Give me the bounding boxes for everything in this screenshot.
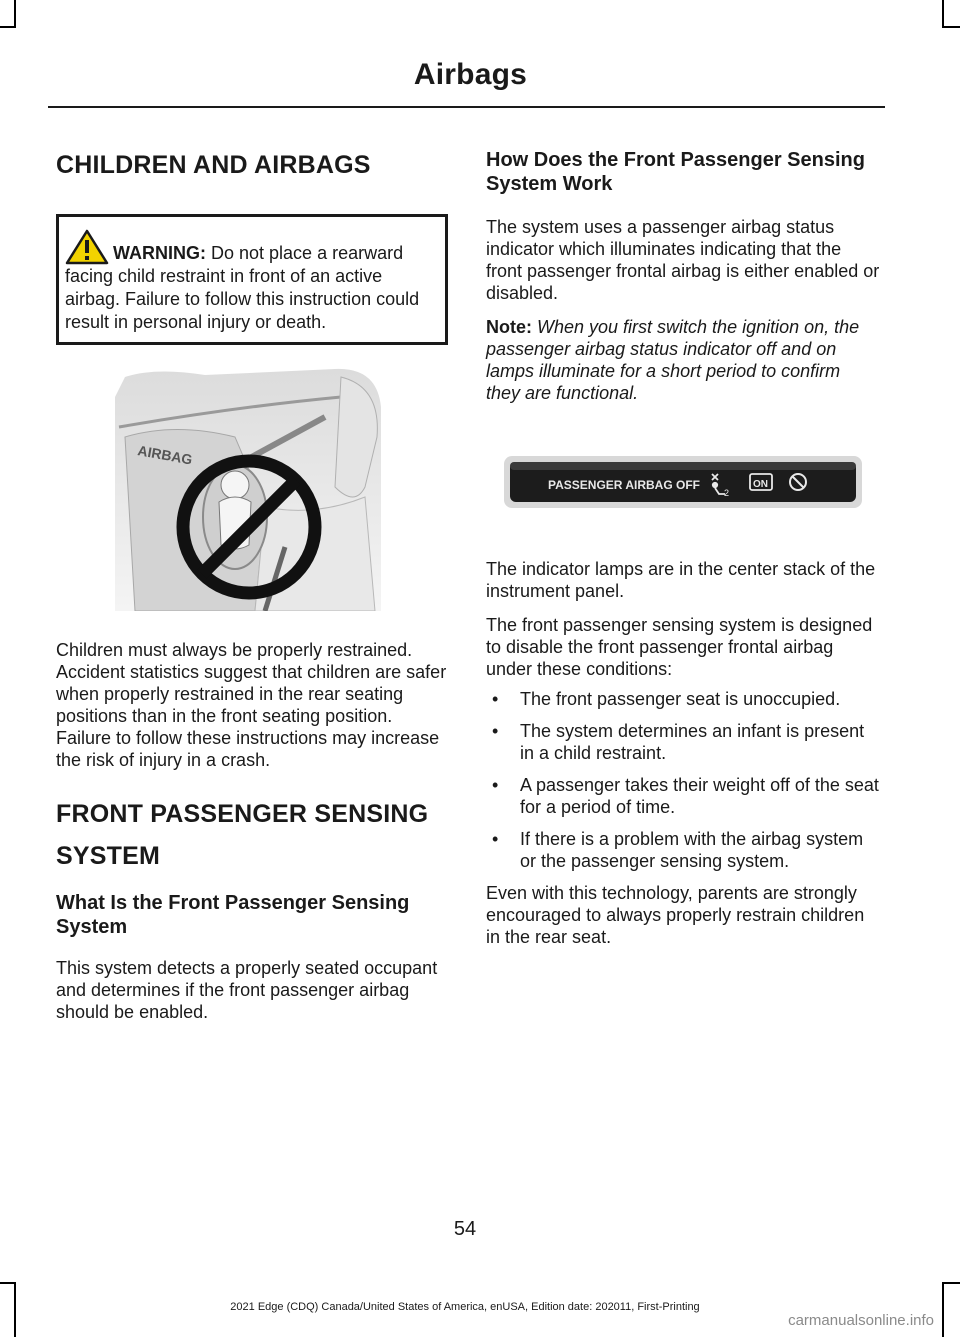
crop-mark [942,1282,944,1337]
section-title-line1: FRONT PASSENGER SENSING [56,800,429,828]
list-item-text: The system determines an infant is present in a child restraint. [520,721,865,763]
page-number: 54 [453,1218,477,1240]
left-column [56,140,448,1023]
parents-encouragement-paragraph: Even with this technology, parents are strongly encouraged to always properly restrain children in the rear seat. [486,883,865,947]
child-seat-prohibited-image [115,367,383,611]
section-title-children-airbags: CHILDREN AND AIRBAGS [56,151,371,179]
indicator-off-text: OFF [676,478,700,492]
bullet-marker: • [492,721,499,741]
status-indicator-paragraph: The system uses a passenger airbag status indicator which illuminates indicating that the front passenger frontal airbag is either enabled or disabled. [486,217,880,303]
list-item-text: The front passenger seat is unoccupied. [520,689,841,709]
subheading-what-is-sensing: What Is the Front Passenger Sensing System [56,892,410,938]
subheading-how-sensing-works: How Does the Front Passenger Sensing System Work [486,149,865,195]
list-item-text: A passenger takes their weight off of the seat for a period of time. [520,775,879,817]
note-paragraph [486,316,876,404]
indicator-illustration [502,452,864,512]
conditions-list [486,688,882,872]
svg-text:2: 2 [724,488,730,498]
warning-box [56,214,448,345]
indicator-location-paragraph: The indicator lamps are in the center stack of the instrument panel. [486,559,876,601]
section-title-passenger-sensing [56,797,448,873]
indicator-label: PASSENGER AIRBAG [548,478,673,492]
header-divider [48,106,885,108]
sensing-description-paragraph: This system detects a properly seated occupant and determines if the front passenger airbag should be enabled. [56,958,438,1022]
crop-mark [14,0,16,28]
list-item [486,828,882,872]
watermark: carmanualsonline.info [788,1312,934,1329]
crop-mark [944,1282,960,1284]
list-item-text: If there is a problem with the airbag system or the passenger sensing system. [520,829,864,871]
warning-text: Do not place a rearward facing child restraint in front of an active airbag. Failure to follow this instruction could result in personal injury or death. [65,243,420,332]
right-column [486,140,882,948]
crop-mark [0,26,16,28]
section-title-line2: SYSTEM [56,842,160,870]
warning-paragraph [65,229,439,334]
bullet-marker: • [492,775,499,795]
crop-mark [942,0,944,28]
crop-mark [944,26,960,28]
list-item [486,774,882,818]
note-text: When you first switch the ignition on, the passenger airbag status indicator off and on lamps illuminate for a short period to confirm they are functional. [486,317,860,403]
warning-label: WARNING: [113,243,206,263]
page-title: Airbags [413,58,527,91]
bullet-marker: • [492,689,499,709]
passenger-airbag-indicator-image [502,452,864,512]
airbag-label: AIRBAG [136,442,194,468]
note-label: Note: [486,317,532,337]
bullet-marker: • [492,829,499,849]
children-restraint-paragraph: Children must always be properly restrained. Accident statistics suggest that children are safer when properly restrained in the rear seating positions than in the front seating position. Failure to follow these instructions may increase the risk of injury in a crash. [56,640,447,770]
list-item [486,720,882,764]
crop-mark [0,1282,16,1284]
list-item [486,688,882,710]
child-seat-illustration [115,367,383,611]
edition-info: 2021 Edge (CDQ) Canada/United States of America, enUSA, Edition date: 202011, First-Printing [230,1301,700,1313]
warning-icon [65,229,109,265]
conditions-intro-paragraph: The front passenger sensing system is designed to disable the front passenger frontal airbag under these conditions: [486,615,873,679]
indicator-on-text: ON [753,479,768,490]
